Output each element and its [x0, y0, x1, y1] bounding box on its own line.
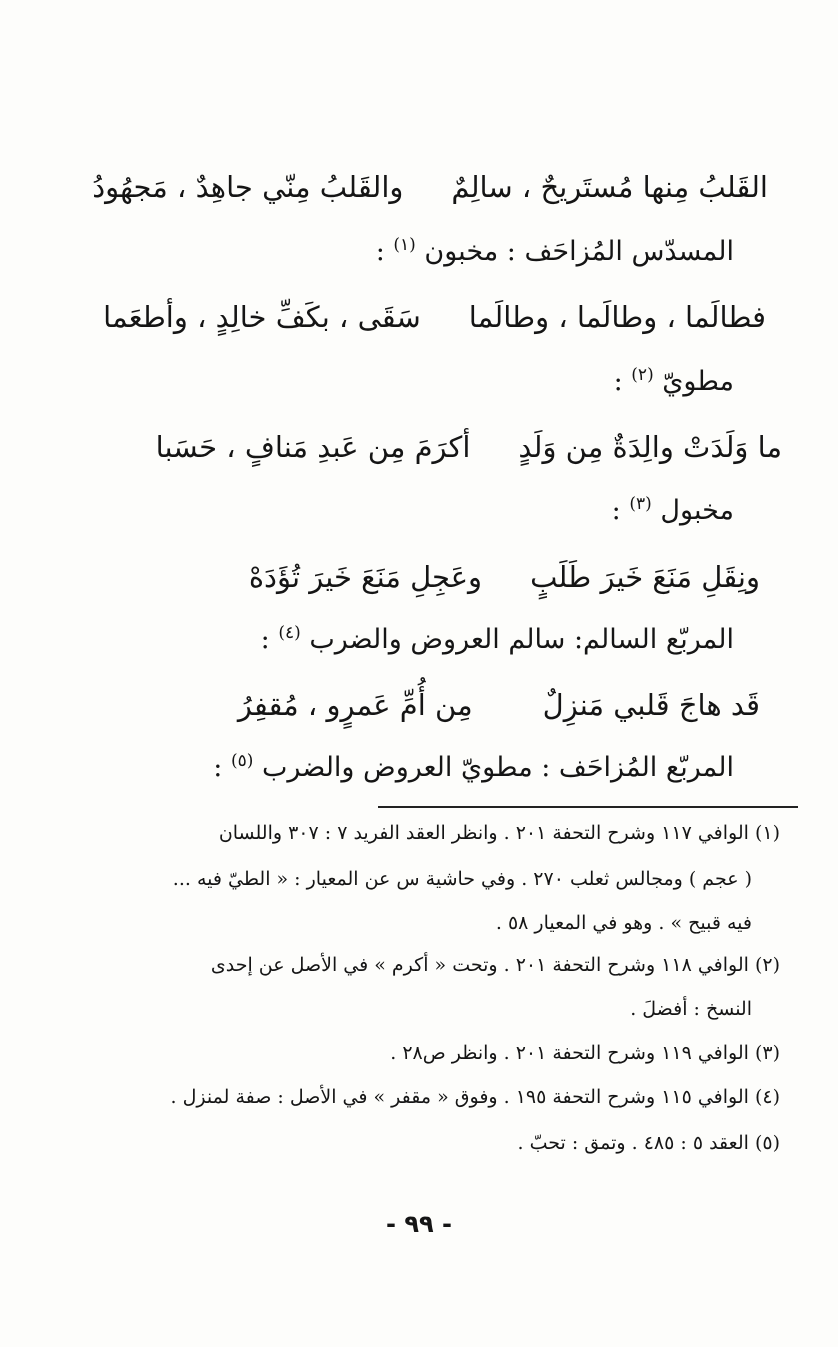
verse-4 — [249, 560, 760, 594]
verse-1-second-hemistich: والقَلبُ مِنّي جاهِدٌ ، مَجهُودُ — [92, 170, 404, 204]
label-colon: : — [260, 624, 270, 655]
verse-3 — [156, 430, 782, 464]
verse-5-first-hemistich: قَد هاجَ قَلبي مَنزِلٌ — [542, 688, 760, 722]
footnote-ref: (٢) — [631, 365, 654, 385]
footnote-ref: (٣) — [629, 494, 652, 514]
verse-2-second-hemistich: سَقَى ، بكَفِّ خالِدٍ ، وأطعَما — [103, 300, 421, 334]
page-number: - ٩٩ - — [386, 1210, 452, 1238]
verse-4-second-hemistich: وعَجِلِ مَنَعَ خَيرَ تُؤَدَهْ — [248, 560, 483, 594]
meter-label-text: المربّع المُزاحَف : مطويّ العروض والضرب — [261, 752, 734, 783]
meter-label-1 — [376, 236, 734, 267]
verse-1 — [92, 170, 768, 204]
footnote-1-line-3: فيه قبيح » . وهو في المعيار ٥٨ . — [495, 912, 752, 934]
footnote-divider — [378, 806, 798, 808]
verse-3-second-hemistich: أكرَمَ مِن عَبدِ مَنافٍ ، حَسَبا — [155, 430, 471, 464]
verse-5-second-hemistich: مِن أُمِّ عَمرٍو ، مُقفِرُ — [237, 688, 473, 722]
label-colon: : — [611, 495, 621, 526]
footnote-2-line-2: النسخ : أفضلَ . — [630, 998, 752, 1020]
footnote-ref: (٥) — [230, 751, 254, 771]
meter-label-4 — [261, 624, 734, 655]
verse-4-first-hemistich: ونِقَلِ مَنَعَ خَيرَ طَلَبٍ — [530, 560, 760, 594]
verse-5 — [238, 688, 760, 722]
meter-label-3 — [612, 495, 734, 526]
meter-label-2 — [614, 366, 734, 397]
verse-2-first-hemistich: فطالَما ، وطالَما ، وطالَما — [468, 300, 766, 334]
footnote-1-line-1: (١) الوافي ١١٧ وشرح التحفة ٢٠١ . وانظر العقد الفريد ٧ : ٣٠٧ واللسان — [218, 822, 780, 844]
label-colon: : — [613, 366, 623, 397]
label-colon: : — [213, 752, 223, 783]
footnote-1-line-2: ( عجم ) ومجالس ثعلب ٢٧٠ . وفي حاشية س عن المعيار : « الطيّ فيه ... — [172, 868, 752, 890]
meter-label-text: مخبول — [660, 495, 734, 526]
footnote-3: (٣) الوافي ١١٩ وشرح التحفة ٢٠١ . وانظر ص٢٨ . — [390, 1042, 780, 1064]
footnote-ref: (٤) — [278, 623, 301, 643]
meter-label-text: المسدّس المُزاحَف : مخبون — [424, 236, 734, 267]
verse-2 — [103, 300, 766, 334]
meter-label-text: المربّع السالم: سالم العروض والضرب — [309, 624, 734, 655]
footnote-5: (٥) العقد ٥ : ٤٨٥ . وتمق : تحبّ . — [517, 1132, 780, 1154]
label-colon: : — [375, 236, 385, 267]
footnote-2-line-1: (٢) الوافي ١١٨ وشرح التحفة ٢٠١ . وتحت « أكرم » في الأصل عن إحدى — [210, 954, 780, 976]
verse-1-first-hemistich: القَلبُ مِنها مُستَريحٌ ، سالِمٌ — [451, 170, 768, 204]
footnote-4: (٤) الوافي ١١٥ وشرح التحفة ١٩٥ . وفوق « مقفر » في الأصل : صفة لمنزل . — [170, 1086, 780, 1108]
verse-3-first-hemistich: ما وَلَدَتْ والِدَةٌ مِن وَلَدٍ — [518, 430, 782, 464]
meter-label-text: مطويّ — [662, 366, 734, 397]
meter-label-5 — [213, 752, 734, 783]
footnote-ref: (١) — [393, 235, 416, 255]
